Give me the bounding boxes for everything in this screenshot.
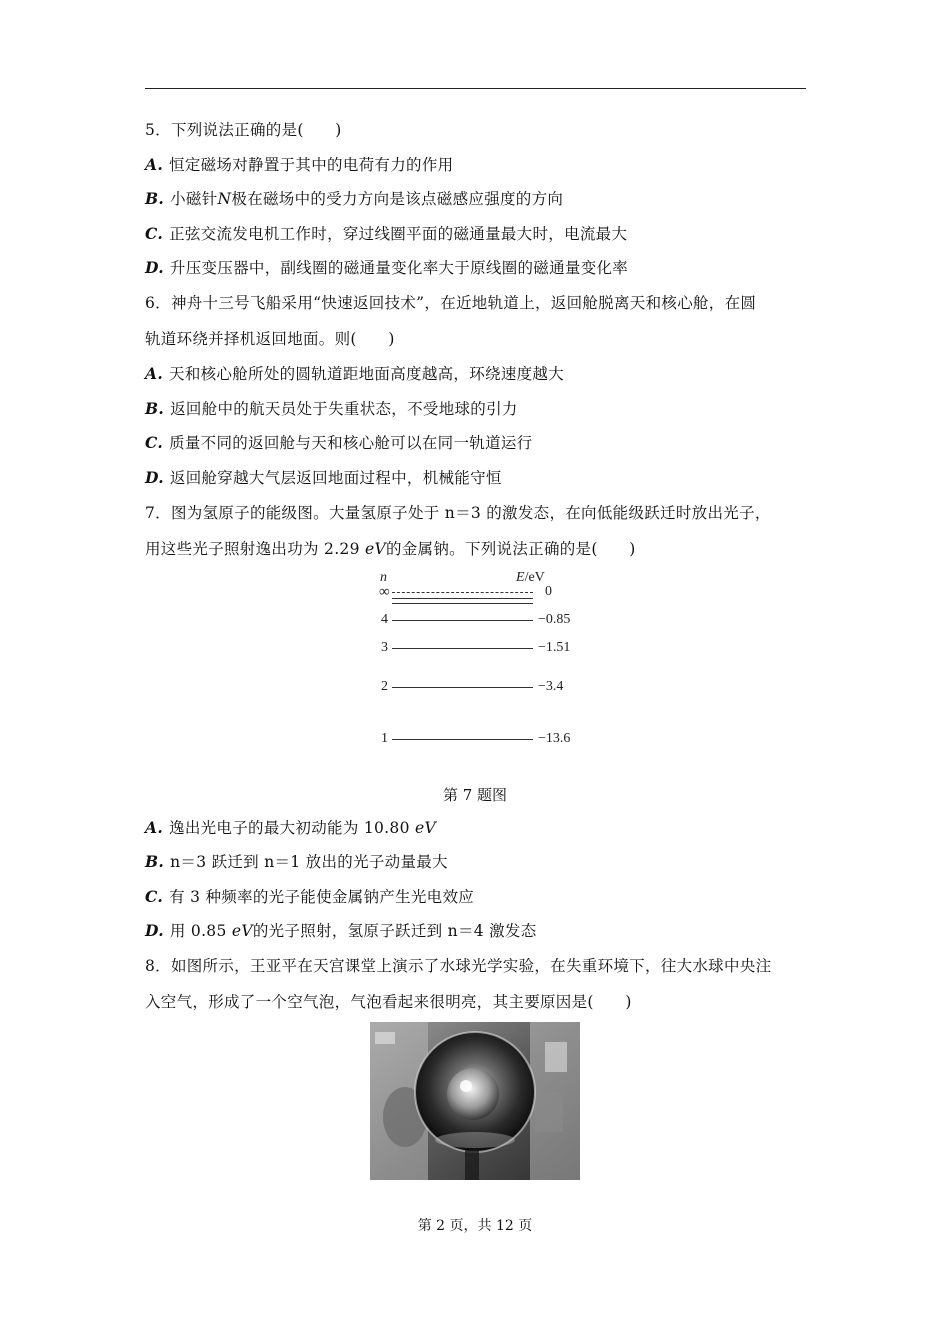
option-letter: A. <box>145 155 164 174</box>
q7-option-c <box>145 887 474 907</box>
option-letter: B. <box>145 852 165 871</box>
option-text: 极在磁场中的受力方向是该点磁感应强度的方向 <box>231 190 564 208</box>
level-line-1 <box>392 739 533 740</box>
q7-stem-line2 <box>145 539 636 559</box>
level-e-1: −13.6 <box>538 731 571 746</box>
water-sphere-photo <box>370 1022 580 1180</box>
q7-stem-line1: 7．图为氢原子的能级图。大量氢原子处于 n＝3 的激发态，在向低能级跃迁时放出光子， <box>145 504 771 522</box>
option-text: 恒定磁场对静置于其中的电荷有力的作用 <box>169 156 454 174</box>
q5-option-d <box>145 258 628 278</box>
option-letter: A. <box>145 364 164 383</box>
level-n-2: 2 <box>381 679 388 694</box>
level-e-4: −0.85 <box>538 612 571 627</box>
level-line-high-5 <box>392 603 533 604</box>
option-letter: D. <box>145 468 164 487</box>
option-text: 小磁针 <box>170 190 218 208</box>
option-text: 质量不同的返回舱与天和核心舱可以在同一轨道运行 <box>169 434 533 452</box>
level-e-3: −1.51 <box>538 640 571 655</box>
option-text: 返回舱穿越大气层返回地面过程中，机械能守恒 <box>169 469 502 487</box>
option-text: 升压变压器中，副线圈的磁通量变化率大于原线圈的磁通量变化率 <box>169 259 629 277</box>
q6-option-c <box>145 433 532 453</box>
option-variable: N <box>217 190 232 208</box>
q6-stem-line2: 轨道环绕并择机返回地面。则( ) <box>145 330 395 348</box>
option-letter: C. <box>145 887 164 906</box>
option-text: 有 3 种频率的光子能使金属钠产生光电效应 <box>169 888 475 906</box>
q7-option-a <box>145 818 436 838</box>
q5-option-b <box>145 189 563 209</box>
level-n-1: 1 <box>381 731 388 746</box>
level-n-3: 3 <box>381 640 388 655</box>
q7-option-b <box>145 852 448 872</box>
option-text: 逸出光电子的最大初动能为 10.80 <box>169 819 415 837</box>
level-n-infinity: ∞ <box>379 584 390 600</box>
level-line-high-6 <box>392 598 533 599</box>
level-line-infinity <box>392 592 533 593</box>
option-text: n＝3 跃迁到 n＝1 放出的光子动量最大 <box>170 853 448 871</box>
option-text: 的光子照射，氢原子跃迁到 n＝4 激发态 <box>252 922 537 940</box>
unit-ev: eV <box>231 922 253 940</box>
option-letter: C. <box>145 433 164 452</box>
q6-stem-line1: 6．神舟十三号飞船采用“快速返回技术”，在近地轨道上，返回舱脱离天和核心舱，在圆 <box>145 294 757 312</box>
option-letter: B. <box>145 399 165 418</box>
q6-option-d <box>145 468 502 488</box>
level-e-2: −3.4 <box>538 679 564 694</box>
option-letter: A. <box>145 818 164 837</box>
n-axis-label: n <box>380 570 387 585</box>
option-text: 用 0.85 <box>169 922 232 940</box>
option-text: 返回舱中的航天员处于失重状态，不受地球的引力 <box>170 400 518 418</box>
stem-text: 用这些光子照射逸出功为 2.29 <box>145 540 365 558</box>
option-letter: D. <box>145 921 164 940</box>
q6-option-a <box>145 364 564 384</box>
q5-stem: 5．下列说法正确的是( ) <box>145 121 342 139</box>
q8-stem-line2: 入空气，形成了一个空气泡，气泡看起来很明亮，其主要原因是( ) <box>145 993 632 1011</box>
unit-ev: eV <box>414 819 436 837</box>
q8-stem-line1: 8．如图所示，王亚平在天宫课堂上演示了水球光学实验，在失重环境下，往大水球中央注 <box>145 957 772 975</box>
option-letter: D. <box>145 258 164 277</box>
level-line-4 <box>392 620 533 621</box>
header-rule <box>145 88 806 89</box>
option-text: 正弦交流发电机工作时，穿过线圈平面的磁通量最大时，电流最大 <box>169 225 628 243</box>
option-text: 天和核心舱所处的圆轨道距地面高度越高，环绕速度越大 <box>169 365 565 383</box>
q5-option-c <box>145 224 627 244</box>
level-n-4: 4 <box>381 612 388 627</box>
figure-caption: 第 7 题图 <box>442 786 508 804</box>
level-line-3 <box>392 648 533 649</box>
q6-option-b <box>145 399 518 419</box>
unit-ev: eV <box>364 540 386 558</box>
page-footer: 第 2 页，共 12 页 <box>417 1218 533 1234</box>
stem-text: 的金属钠。下列说法正确的是( ) <box>385 540 636 558</box>
level-e-infinity: 0 <box>545 584 552 599</box>
option-letter: C. <box>145 224 164 243</box>
level-line-2 <box>392 687 533 688</box>
q5-option-a <box>145 155 453 175</box>
q7-option-d <box>145 921 537 941</box>
option-letter: B. <box>145 189 165 208</box>
energy-axis-label: E/eV <box>516 570 545 585</box>
